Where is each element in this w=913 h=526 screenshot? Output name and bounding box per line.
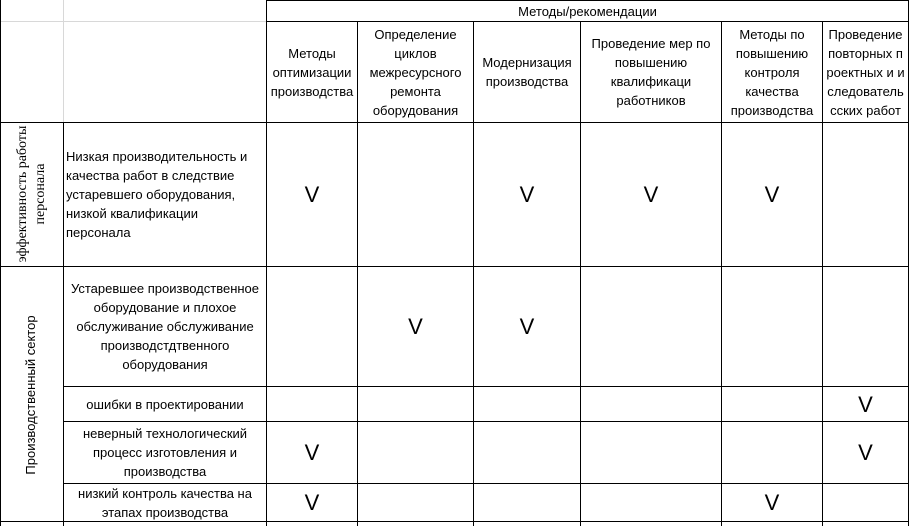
check-mark: [581, 422, 721, 483]
column-header: Методы по повышению контроля качества производства: [730, 26, 814, 118]
check-mark: [358, 422, 473, 483]
check-mark: [823, 267, 908, 386]
check-mark: V: [304, 182, 320, 207]
check-mark: [474, 484, 580, 521]
check-mark: V: [764, 490, 780, 515]
check-mark: [474, 387, 580, 421]
check-mark: [267, 267, 357, 386]
check-mark: [581, 484, 721, 521]
check-mark: [581, 267, 721, 386]
border-left: [0, 0, 1, 526]
section-label: Производственный сектор: [23, 315, 38, 475]
problem-cell: ошибки в проектировании: [86, 396, 244, 412]
problem-cell: Низкая производительность и качества работ в следствие устаревшего оборудования, низкой квалификации персонала: [66, 149, 248, 240]
border-col-h: [908, 0, 909, 526]
column-header: Методы оптимизации производства: [270, 45, 354, 99]
check-mark: V: [304, 440, 320, 465]
gridline: [0, 21, 266, 22]
check-mark: V: [858, 391, 873, 417]
problem-cell: Устаревшее производственное оборудование и плохое обслуживание обслуживание производстдтвенного оборудования: [70, 281, 260, 372]
check-mark: [581, 387, 721, 421]
column-header: Модернизация производства: [482, 55, 572, 89]
check-mark: V: [519, 182, 535, 207]
gridline: [63, 0, 64, 122]
check-mark: V: [519, 314, 535, 339]
check-mark: [823, 484, 908, 521]
check-mark: [823, 123, 908, 266]
group-header: Методы/рекомендации: [518, 3, 657, 19]
border-bottom: [0, 521, 909, 522]
column-header: Проведение мер по повышению квалификаци работников: [591, 36, 711, 108]
problem-cell: низкий контроль качества на этапах производства: [78, 485, 252, 520]
column-header: Определение циклов межресурсного ремонта оборудования: [369, 26, 462, 118]
check-mark: V: [643, 182, 659, 207]
check-mark: [722, 267, 822, 386]
check-mark: [358, 484, 473, 521]
check-mark: V: [858, 440, 873, 465]
check-mark: [358, 387, 473, 421]
check-mark: [358, 123, 473, 266]
check-mark: V: [304, 490, 320, 515]
check-mark: V: [408, 314, 423, 339]
column-header: Проведение повторных проектных и иследовательсских работ: [826, 26, 905, 118]
check-mark: V: [764, 182, 780, 207]
problem-cell: неверный технологический процесс изготовления и производства: [82, 426, 248, 479]
check-mark: [722, 422, 822, 483]
check-mark: [722, 387, 822, 421]
check-mark: [267, 387, 357, 421]
check-mark: [474, 422, 580, 483]
section-label: эффективность работы персонала: [15, 125, 48, 263]
